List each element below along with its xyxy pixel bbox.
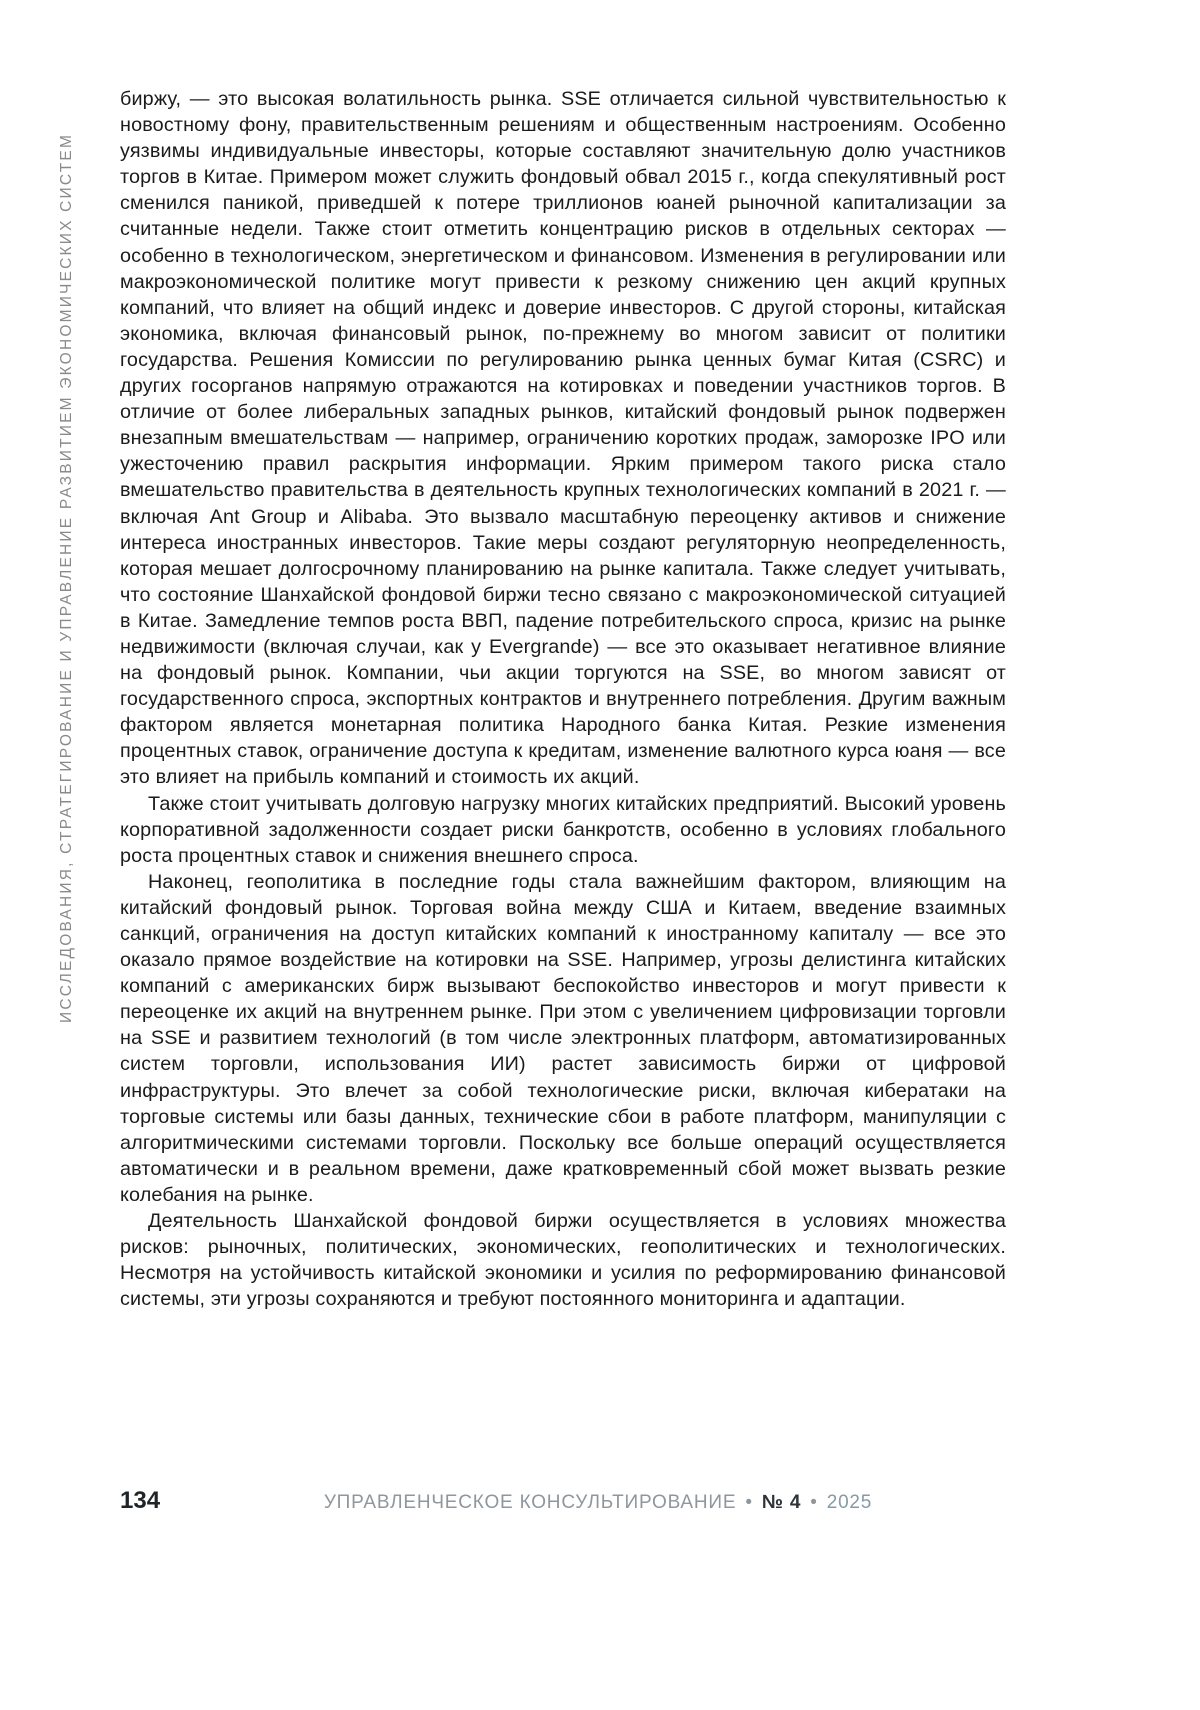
body-paragraph: Также стоит учитывать долговую нагрузку многих китайских предприятий. Высокий уровень корпоративной задолженности создает риски банкротств, особенно в условиях глобального роста процентных ставок и снижения внешнего спроса. (120, 792, 1006, 867)
page-footer (120, 1487, 1006, 1515)
section-running-head-vertical: ИССЛЕДОВАНИЯ, СТРАТЕГИРОВАНИЕ И УПРАВЛЕНИЕ РАЗВИТИЕМ ЭКОНОМИЧЕСКИХ СИСТЕМ (58, 132, 75, 1023)
footer-separator: • (745, 1492, 753, 1513)
article-body (120, 86, 1006, 1312)
body-paragraph: Деятельность Шанхайской фондовой биржи осуществляется в условиях множества рисков: рыночных, политических, экономических, геополитических и технологических. Несмотря на устойчивость китайской экономики и усилия по реформированию финансовой системы, эти угрозы сохраняются и требуют постоянного мониторинга и адаптации. (120, 1210, 1006, 1311)
journal-footer-line (190, 1492, 1006, 1514)
journal-year: 2025 (826, 1492, 873, 1513)
footer-separator: • (810, 1492, 818, 1513)
journal-title: УПРАВЛЕНЧЕСКОЕ КОНСУЛЬТИРОВАНИЕ (323, 1492, 737, 1513)
page-number: 134 (120, 1487, 161, 1514)
body-paragraph: Наконец, геополитика в последние годы стала важнейшим фактором, влияющим на китайский фондовый рынок. Торговая война между США и Китаем, введение взаимных санкций, ограничения на доступ китайских компаний к иностранному капиталу — все это оказало прямое воздействие на котировки на SSE. Например, угрозы делистинга китайских компаний с американских бирж вызывают беспокойство инвесторов и могут привести к переоценке их акций на внутреннем рынке. При этом с увеличением цифровизации торговли на SSE и развитием технологий (в том числе электронных платформ, автоматизированных систем торговли, использования ИИ) растет зависимость биржи от цифровой инфраструктуры. Это влечет за собой технологические риски, включая кибератаки на торговые системы или базы данных, технические сбои в работе платформ, манипуляции с алгоритмическими системами торговли. Поскольку все больше операций осуществляется автоматически и в реальном времени, даже кратковременный сбой может вызвать резкие колебания на рынке. (120, 870, 1006, 1206)
journal-issue-number: № 4 (761, 1492, 802, 1513)
body-paragraph: биржу, — это высокая волатильность рынка. SSE отличается сильной чувствительностью к новостному фону, правительственным решениям и общественным настроениям. Особенно уязвимы индивидуальные инвесторы, которые составляют значительную долю участников торгов в Китае. Примером может служить фондовый обвал 2015 г., когда спекулятивный рост сменился паникой, приведшей к потере триллионов юаней рыночной капитализации за считанные недели. Также стоит отметить концентрацию рисков в отдельных секторах — особенно в технологическом, энергетическом и финансовом. Изменения в регулировании или макроэкономической политике могут привести к резкому снижению цен акций крупных компаний, что влияет на общий индекс и доверие инвесторов. С другой стороны, китайская экономика, включая финансовый рынок, по-прежнему во многом зависит от политики государства. Решения Комиссии по регулированию рынка ценных бумаг Китая (CSRC) и других госорганов напрямую отражаются на котировках и поведении участников торгов. В отличие от более либеральных западных рынков, китайский фондовый рынок подвержен внезапным вмешательствам — например, ограничению коротких продаж, заморозке IPO или ужесточению правил раскрытия информации. Ярким примером такого риска стало вмешательство правительства в деятельность крупных технологических компаний в 2021 г. — включая Ant Group и Alibaba. Это вызвало масштабную переоценку активов и снижение интереса иностранных инвесторов. Такие меры создают регуляторную неопределенность, которая мешает долгосрочному планированию на рынке капитала. Также следует учитывать, что состояние Шанхайской фондовой биржи тесно связано с макроэкономической ситуацией в Китае. Замедление темпов роста ВВП, падение потребительского спроса, кризис на рынке недвижимости (включая случаи, как у Evergrande) — все это оказывает негативное влияние на фондовый рынок. Компании, чьи акции торгуются на SSE, во многом зависят от государственного спроса, экспортных контрактов и внутреннего потребления. Другим важным фактором является монетарная политика Народного банка Китая. Резкие изменения процентных ставок, ограничение доступа к кредитам, изменение валютного курса юаня — все это влияет на прибыль компаний и стоимость их акций. (120, 88, 1006, 789)
